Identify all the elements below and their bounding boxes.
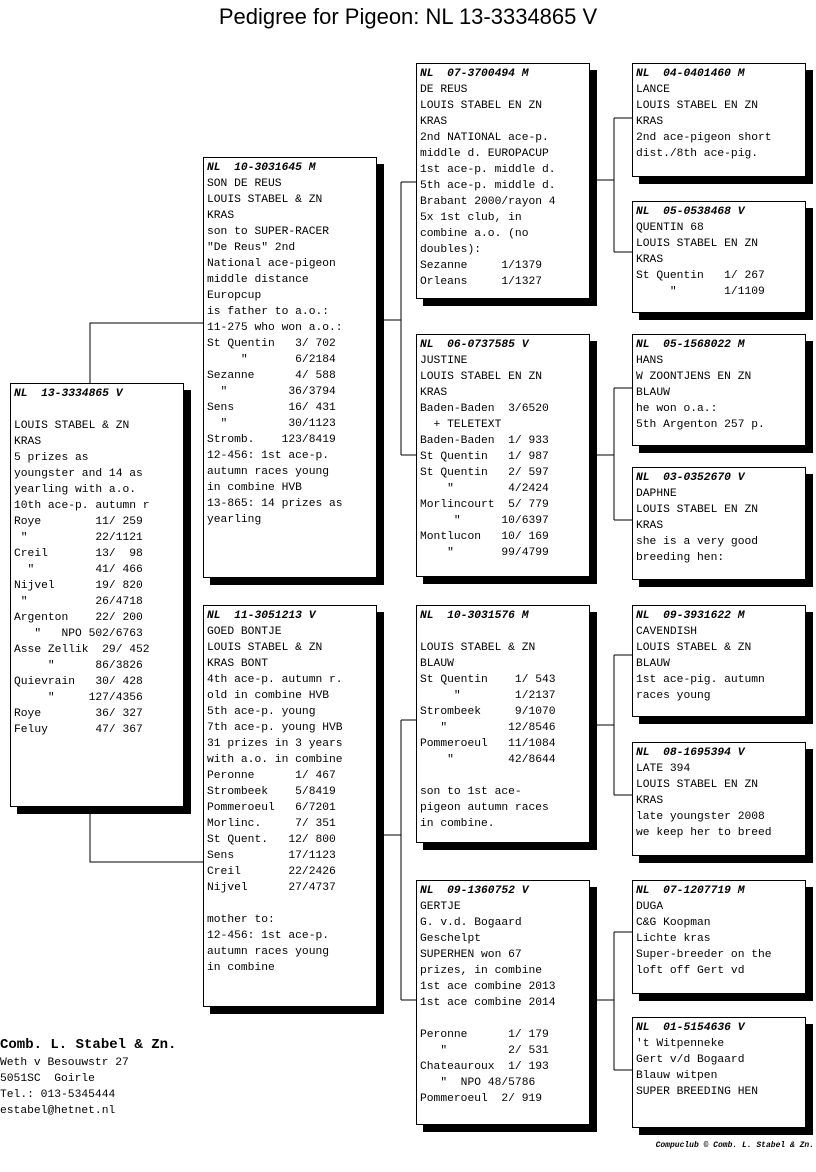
card-line: National ace-pigeon [207,258,336,270]
card-line: in combine. [420,818,495,830]
ring-number: NL 01-5154636 V [636,1022,745,1034]
card-line: " 22/1121 [14,532,143,544]
owner-email[interactable]: estabel@hetnet.nl [0,1105,116,1117]
card-line: " 36/3794 [207,386,336,398]
card-line: St Quentin 1/ 987 [420,451,549,463]
ring-number: NL 04-0401460 M [636,68,745,80]
card-line: late youngster 2008 [636,811,765,823]
card-line: " 6/2184 [207,354,336,366]
owner-street: Weth v Besouwstr 27 [0,1057,129,1069]
page-title: Pedigree for Pigeon: NL 13-3334865 V [218,4,598,29]
pigeon-card-dam [203,605,377,1007]
card-line: Blauw witpen [636,1070,718,1082]
card-line: 13-865: 14 prizes as [207,498,343,510]
card-line: LOUIS STABEL EN ZN [420,371,543,383]
card-line: LOUIS STABEL EN ZN [636,100,759,112]
card-line: Baden-Baden 3/6520 [420,403,549,415]
card-line: " 86/3826 [14,660,143,672]
card-line: " 99/4799 [420,547,549,559]
card-line: DUGA [636,901,664,913]
card-line: breeding hen: [636,552,725,564]
pigeon-card-subject [10,383,184,807]
pigeon-card-gen4-2 [632,201,806,313]
card-line: LOUIS STABEL EN ZN [420,100,543,112]
card-line: + TELETEXT [420,419,502,431]
ring-number: NL 05-1568022 M [636,339,745,351]
card-line: 5th ace-p. middle d. [420,180,556,192]
card-line: Peronne 1/ 467 [207,770,336,782]
card-line: we keep her to breed [636,827,772,839]
ring-number: NL 05-0538468 V [636,206,745,218]
card-line: LOUIS STABEL EN ZN [636,504,759,516]
card-line: 1st ace combine 2014 [420,997,556,1009]
card-line: KRAS BONT [207,658,269,670]
pigeon-card-gen4-4 [632,467,806,580]
card-line: 1st ace-pig. autumn [636,674,765,686]
card-line: GOED BONTJE [207,626,282,638]
card-line: DE REUS [420,84,468,96]
card-line: " 1/2137 [420,690,556,702]
card-line: pigeon autumn races [420,802,549,814]
card-line: BLAUW [636,658,670,670]
owner-phone: Tel.: 013-5345444 [0,1089,116,1101]
card-line: St Quent. 12/ 800 [207,834,336,846]
card-line: 1st ace combine 2013 [420,981,556,993]
card-line: LOUIS STABEL EN ZN [636,779,759,791]
card-line: LOUIS STABEL & ZN [207,642,323,654]
ring-number: NL 11-3051213 V [207,610,316,622]
owner-name: Comb. L. Stabel & Zn. [0,1037,177,1053]
card-line: Pommeroeul 2/ 919 [420,1093,543,1105]
card-line: DAPHNE [636,488,677,500]
card-line: youngster and 14 as [14,468,143,480]
pigeon-card-dam-dam [416,880,590,1125]
card-line: Sezanne 4/ 588 [207,370,336,382]
card-line: Creil 22/2426 [207,866,336,878]
card-line: SON DE REUS [207,178,282,190]
card-line: BLAUW [420,658,454,670]
card-line: 5th ace-p. young [207,706,316,718]
card-line: in combine HVB [207,482,302,494]
card-line: " 26/4718 [14,596,143,608]
card-line: 't Witpenneke [636,1038,725,1050]
card-line: KRAS [636,520,664,532]
card-line: Feluy 47/ 367 [14,724,143,736]
card-line [420,768,586,784]
card-line: is father to a.o.: [207,306,330,318]
card-line: yearling with a.o. [14,484,137,496]
card-line [207,896,373,912]
card-line: son to 1st ace- [420,786,522,798]
card-line: Lichte kras [636,933,711,945]
card-line: Brabant 2000/rayon 4 [420,196,556,208]
card-line: SUPER BREEDING HEN [636,1086,759,1098]
pigeon-card-sire-dam [416,334,590,577]
pigeon-card-gen4-5 [632,605,806,717]
ring-number: NL 08-1695394 V [636,747,745,759]
card-line: Gert v/d Bogaard [636,1054,745,1066]
card-line: " 10/6397 [420,515,549,527]
card-line: Europcup [207,290,262,302]
card-line: loft off Gert vd [636,965,745,977]
card-line: KRAS [636,116,664,128]
card-line: " 30/1123 [207,418,336,430]
card-line: LANCE [636,84,670,96]
ring-number: NL 09-3931622 M [636,610,745,622]
pigeon-card-gen4-6 [632,742,806,856]
card-line: LATE 394 [636,763,691,775]
card-line: Peronne 1/ 179 [420,1029,549,1041]
card-line: 2nd NATIONAL ace-p. [420,132,549,144]
card-line: JUSTINE [420,355,468,367]
card-line: KRAS [207,210,235,222]
card-line: " NPO 48/5786 [420,1077,536,1089]
card-line: son to SUPER-RACER [207,226,330,238]
card-line: G. v.d. Bogaard [420,917,522,929]
card-line: " 1/1109 [636,286,765,298]
card-line: St Quentin 1/ 267 [636,270,765,282]
card-line: " 41/ 466 [14,564,143,576]
card-line: Strombeek 9/1070 [420,706,556,718]
card-line: Geschelpt [420,933,482,945]
card-line: middle distance [207,274,309,286]
card-line: KRAS [636,795,664,807]
card-line: 12-456: 1st ace-p. [207,450,330,462]
card-line: she is a very good [636,536,759,548]
card-line: 4th ace-p. autumn r. [207,674,343,686]
card-line: GERTJE [420,901,461,913]
card-line: 31 prizes in 3 years [207,738,343,750]
pigeon-card-gen4-7 [632,880,806,994]
card-line: 7th ace-p. young HVB [207,722,343,734]
card-line: Sezanne 1/1379 [420,260,543,272]
pigeon-card-dam-sire [416,605,590,843]
card-line: Montlucon 10/ 169 [420,531,549,543]
card-line: Super-breeder on the [636,949,772,961]
pigeon-card-sire [203,157,377,578]
card-line: 5th Argenton 257 p. [636,419,765,431]
card-line: " 4/2424 [420,483,549,495]
card-line: LOUIS STABEL & ZN [207,194,323,206]
pigeon-card-gen4-8 [632,1017,806,1128]
ring-number: NL 07-3700494 M [420,68,529,80]
card-line: C&G Koopman [636,917,711,929]
card-line: combine a.o. (no [420,228,529,240]
card-line: 1st ace-p. middle d. [420,164,556,176]
card-line: W ZOONTJENS EN ZN [636,371,752,383]
pigeon-card-sire-sire [416,63,590,299]
card-line: " 42/8644 [420,754,556,766]
card-line: doubles): [420,244,482,256]
card-line: prizes, in combine [420,965,543,977]
card-line: 5x 1st club, in [420,212,522,224]
card-line: dist./8th ace-pig. [636,148,759,160]
pigeon-card-gen4-1 [632,63,806,177]
card-line: St Quentin 2/ 597 [420,467,549,479]
card-line [420,1011,586,1027]
card-line: Chateauroux 1/ 193 [420,1061,549,1073]
card-line: races young [636,690,711,702]
card-line: Baden-Baden 1/ 933 [420,435,549,447]
card-line: autumn races young [207,466,330,478]
card-line: Morlinc. 7/ 351 [207,818,336,830]
card-line [14,402,180,418]
owner-address-block [0,1035,176,1119]
card-line: Pommeroeul 6/7201 [207,802,336,814]
card-line: Roye 36/ 327 [14,708,143,720]
card-line: CAVENDISH [636,626,698,638]
card-line: 11-275 who won a.o.: [207,322,343,334]
card-line: Roye 11/ 259 [14,516,143,528]
ring-number: NL 10-3031645 M [207,162,316,174]
card-line: Morlincourt 5/ 779 [420,499,549,511]
card-line [420,624,586,640]
ring-number: NL 06-0737585 V [420,339,529,351]
card-line: with a.o. in combine [207,754,343,766]
ring-number: NL 13-3334865 V [14,388,123,400]
card-line: KRAS [14,436,42,448]
card-line: autumn races young [207,946,330,958]
card-line: "De Reus" 2nd [207,242,296,254]
card-line: Nijvel 27/4737 [207,882,336,894]
card-line: yearling [207,514,262,526]
card-line: Pommeroeul 11/1084 [420,738,556,750]
card-line: SUPERHEN won 67 [420,949,522,961]
card-line: Quievrain 30/ 428 [14,676,143,688]
card-line: he won o.a.: [636,403,718,415]
card-line: Asse Zellik 29/ 452 [14,644,150,656]
card-line: LOUIS STABEL & ZN [420,642,536,654]
card-line: Orleans 1/1327 [420,276,543,288]
card-line: middle d. EUROPACUP [420,148,549,160]
pigeon-card-gen4-3 [632,334,806,446]
card-line: Sens 17/1123 [207,850,336,862]
card-line: mother to: [207,914,275,926]
card-line: 12-456: 1st ace-p. [207,930,330,942]
card-line: KRAS [420,116,448,128]
card-line: Nijvel 19/ 820 [14,580,143,592]
card-line: Strombeek 5/8419 [207,786,336,798]
card-line: old in combine HVB [207,690,330,702]
ring-number: NL 09-1360752 V [420,885,529,897]
card-line: LOUIS STABEL & ZN [14,420,130,432]
card-line: Sens 16/ 431 [207,402,336,414]
card-line: in combine [207,962,275,974]
card-line: HANS [636,355,664,367]
card-line: " 127/4356 [14,692,143,704]
card-line: St Quentin 3/ 702 [207,338,336,350]
ring-number: NL 03-0352670 V [636,472,745,484]
card-line: QUENTIN 68 [636,222,704,234]
card-line: LOUIS STABEL & ZN [636,642,752,654]
card-line: Argenton 22/ 200 [14,612,143,624]
ring-number: NL 10-3031576 M [420,610,529,622]
card-line: St Quentin 1/ 543 [420,674,556,686]
card-line: 5 prizes as [14,452,89,464]
card-line: Creil 13/ 98 [14,548,143,560]
card-line: 10th ace-p. autumn r [14,500,150,512]
card-line: " 2/ 531 [420,1045,549,1057]
card-line: " NPO 502/6763 [14,628,143,640]
card-line: Stromb. 123/8419 [207,434,336,446]
card-line: " 12/8546 [420,722,556,734]
card-line: KRAS [420,387,448,399]
card-line: BLAUW [636,387,670,399]
card-line: LOUIS STABEL EN ZN [636,238,759,250]
ring-number: NL 07-1207719 M [636,885,745,897]
footer-credit: Compuclub © Comb. L. Stabel & Zn. [655,1141,814,1150]
card-line: 2nd ace-pigeon short [636,132,772,144]
owner-city: 5051SC Goirle [0,1073,95,1085]
card-line: KRAS [636,254,664,266]
